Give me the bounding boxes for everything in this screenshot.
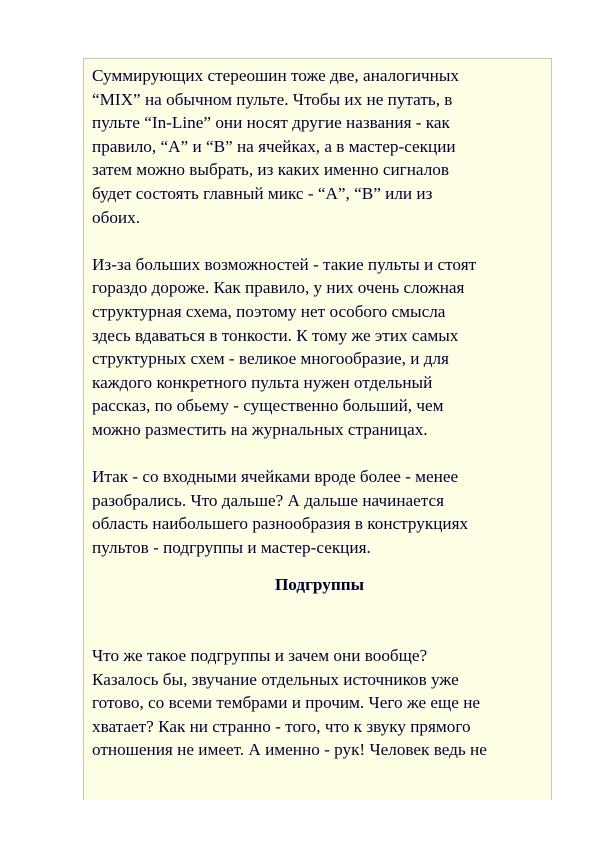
text-line: Что же такое подгруппы и зачем они вообще? — [92, 646, 428, 666]
text-line: Итак - со входными ячейками вроде более - менее — [92, 467, 459, 487]
paragraph-2 — [92, 253, 552, 442]
text-line: Казалось бы, звучание отдельных источников уже — [92, 669, 459, 689]
text-line: здесь вдаваться в тонкости. К тому же этих самых — [92, 325, 459, 345]
text-line: гораздо дороже. Как правило, у них очень сложная — [92, 278, 465, 298]
text-line: структурная схема, поэтому нет особого смысла — [92, 301, 446, 321]
paragraph-3 — [92, 465, 552, 559]
text-line: Из-за больших возможностей - такие пульты и стоят — [92, 254, 477, 274]
text-line: пультов - подгруппы и мастер-секция. — [92, 537, 371, 557]
text-line: затем можно выбрать, из каких именно сигналов — [92, 160, 449, 180]
heading-spacer — [92, 597, 552, 644]
text-line: разобрались. Что дальше? А дальше начинается — [92, 490, 445, 510]
text-line: каждого конкретного пульта нужен отдельный — [92, 372, 433, 392]
text-line: пульте “In-Line” они носят другие названия - как — [92, 113, 450, 133]
text-line: будет состоять главный микс - “A”, “B” или из — [92, 183, 433, 203]
text-line: можно разместить на журнальных страницах. — [92, 419, 428, 439]
text-line: отношения не имеет. А именно - рук! Человек ведь не — [92, 740, 487, 760]
text-line: рассказ, по обьему - существенно больший, чем — [92, 396, 444, 416]
text-line: структурных схем - великое многообразие, и для — [92, 349, 449, 369]
text-line: готово, со всеми тембрами и прочим. Чего же еще не — [92, 693, 481, 713]
text-line: правило, “A” и “B” на ячейках, а в мастер-секции — [92, 136, 456, 156]
paragraph-spacer — [92, 442, 552, 466]
heading-spacer — [92, 559, 552, 573]
paragraph-1 — [92, 64, 552, 229]
paragraph-spacer — [92, 229, 552, 253]
text-line: область наибольшего разнообразия в конструкциях — [92, 514, 469, 534]
text-line: “MIX” на обычном пульте. Чтобы их не путать, в — [92, 89, 453, 109]
text-line: обоих. — [92, 207, 141, 227]
text-line: хватает? Как ни странно - того, что к звуку прямого — [92, 716, 471, 736]
document-body — [92, 64, 552, 762]
text-line: Суммирующих стереошин тоже две, аналогичных — [92, 66, 460, 85]
paragraph-4 — [92, 644, 552, 762]
section-heading: Подгруппы — [274, 575, 365, 595]
